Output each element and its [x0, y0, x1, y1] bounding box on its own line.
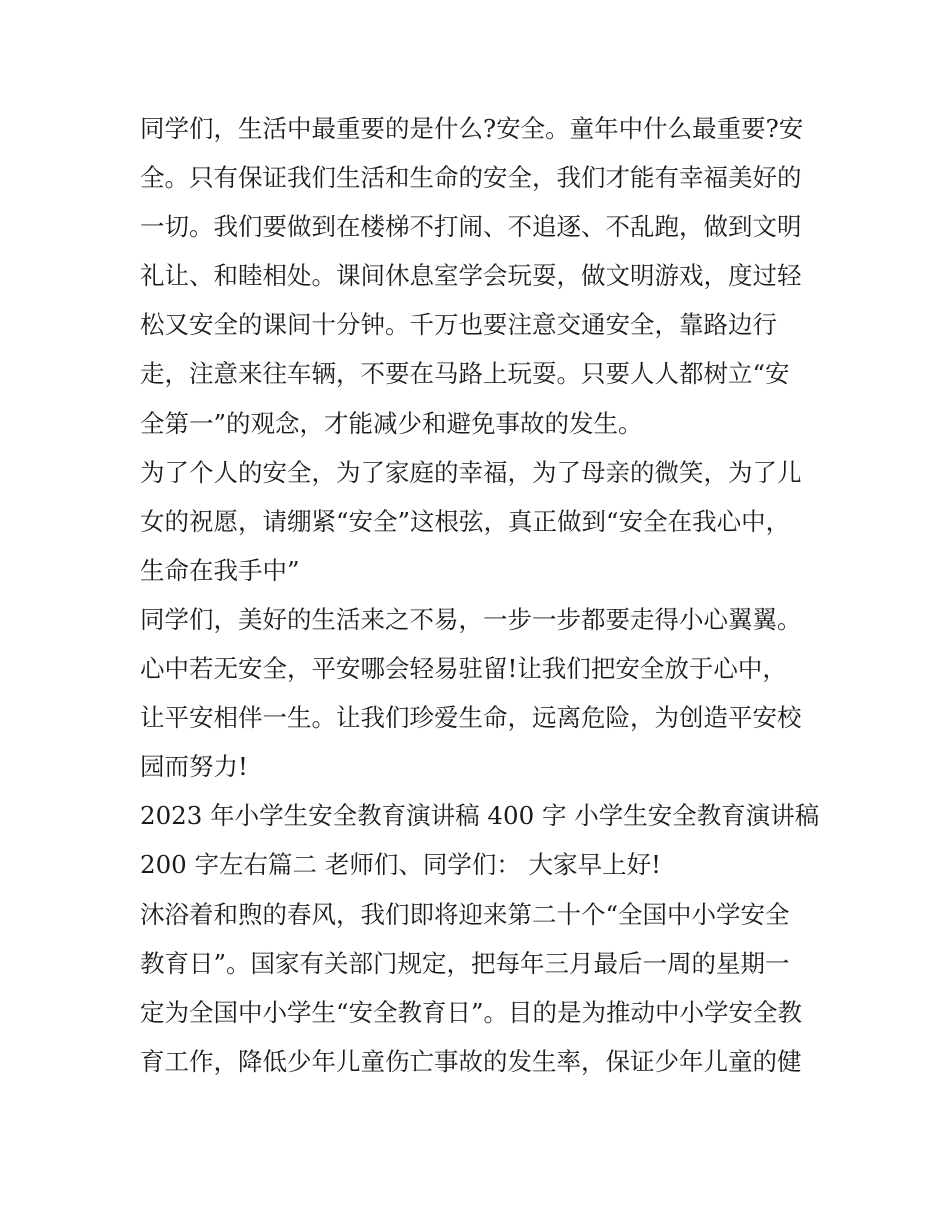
body-text — [140, 104, 820, 1086]
text-line: 全第一”的观念，才能减少和避免事故的发生。 — [140, 408, 643, 438]
text-line: 松又安全的课间十分钟。千万也要注意交通安全，靠路边行 — [140, 310, 777, 340]
text-line: 全。只有保证我们生活和生命的安全，我们才能有幸福美好的 — [140, 163, 802, 193]
text-line: 女的祝愿，请绷紧“安全”这根弦，真正做到“安全在我心中， — [140, 506, 791, 536]
text-line: 为了个人的安全，为了家庭的幸福，为了母亲的微笑，为了儿 — [140, 457, 802, 487]
text-line: 一切。我们要做到在楼梯不打闹、不追逐、不乱跑，做到文明 — [140, 212, 802, 242]
text-line: 育工作，降低少年儿童伤亡事故的发生率，保证少年儿童的健 — [140, 1046, 802, 1076]
text-line: 2023 年小学生安全教育演讲稿 400 字 小学生安全教育演讲稿 — [140, 801, 820, 831]
text-line: 沐浴着和煦的春风，我们即将迎来第二十个“全国中小学安全 — [140, 899, 790, 929]
text-line: 走，注意来往车辆，不要在马路上玩耍。只要人人都树立“安 — [140, 359, 790, 389]
text-line: 园而努力! — [140, 752, 248, 782]
text-line: 让平安相伴一生。让我们珍爱生命，远离危险，为创造平安校 — [140, 703, 802, 733]
text-line: 礼让、和睦相处。课间休息室学会玩耍，做文明游戏，度过轻 — [140, 261, 802, 291]
text-line: 心中若无安全，平安哪会轻易驻留!让我们把安全放于心中， — [140, 654, 787, 684]
text-line: 定为全国中小学生“安全教育日”。目的是为推动中小学安全教 — [140, 997, 803, 1027]
text-line: 教育日”。国家有关部门规定，把每年三月最后一周的星期一 — [140, 948, 790, 978]
text-line: 同学们，美好的生活来之不易，一步一步都要走得小心翼翼。 — [140, 604, 802, 634]
text-line: 同学们，生活中最重要的是什么?安全。童年中什么最重要?安 — [140, 114, 804, 143]
text-line: 生命在我手中” — [140, 555, 300, 585]
text-line: 200 字左右篇二 老师们、同学们： 大家早上好! — [140, 850, 661, 880]
